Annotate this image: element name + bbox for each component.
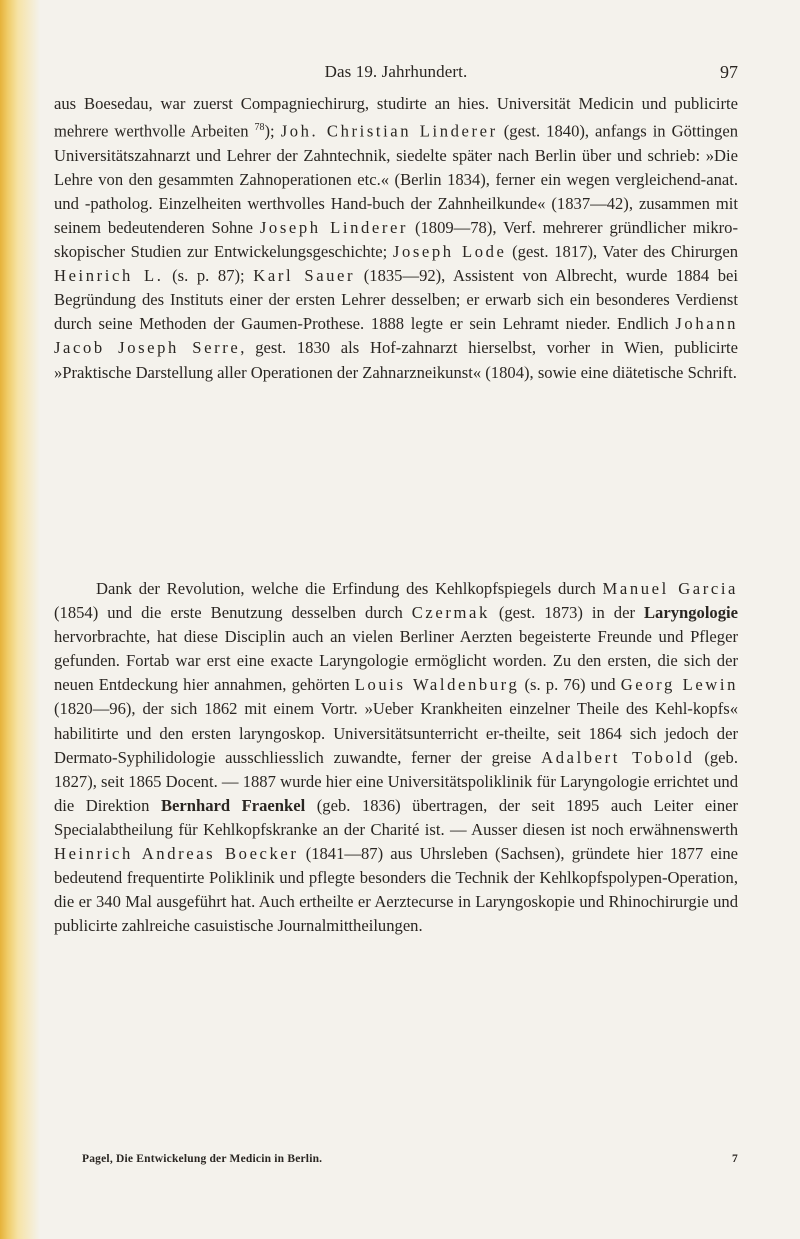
text-run: (1854) und die erste Benutzung desselben durch [54,603,412,623]
text-run: (1809—78), Verf. mehrerer gründlicher mikro-skopischer Studien zur Entwickelungsgeschichte; [54,218,738,262]
text-run: (s. p. 76) und [519,675,621,695]
text-run: aus Boesedau, war zuerst Compagniechirurg, studirte an hies. Universität Medicin und publicirte mehrere werthvolle Arbeiten [54,94,738,141]
body-paragraph-2 [54,577,738,938]
text-run: (1820—96), der sich 1862 mit einem Vortr. »Ueber Krankheiten einzelner Theile des Kehl-kopfs« habilitirte und den ersten laryngoskop. Universitätsunterricht er-theilte, seit 1864 sich jedoch der Dermato-Syphilidologie ausschliesslich zuwandte, ferner der greise [54,699,738,767]
text-run: (1835—92), Assistent von Albrecht, wurde 1884 bei Begründung des Instituts einer der ersten Lehrer desselben; er erwarb sich ein besonderes Verdienst durch seine Methoden der Gaumen-Prothese. 1888 legte er sein Lehramt nieder. Endlich [54,266,738,334]
person-name: Joseph Linderer [259,218,409,237]
footnote-reference: 78 [254,122,265,134]
person-name: Heinrich Andreas Boecker [54,844,299,864]
person-name: Joh. Christian Linderer [280,121,498,141]
person-name-bold: Bernhard Fraenkel [160,795,306,815]
text-run: (geb. 1827), seit 1865 Docent. — 1887 wurde hier eine Universitätspoliklinik für Laryngologie errichtet und die Direktion [54,747,738,815]
text-run: (s. p. 87); [163,266,254,286]
text-run: (gest. 1873) in der [489,603,644,623]
person-name: Joseph Lode [392,242,507,262]
page-number: 97 [720,62,738,82]
text-run: hervorbrachte, hat diese Disciplin auch an vielen Berliner Aerzten begeisterte Freunde und Pfleger gefunden. Fortab war erst eine exacte Laryngologie ermöglicht worden. Zu den ersten, die sich der neuen Entdeckung hier annahmen, gehörten [54,627,738,695]
person-name: Adalbert Tobold [541,747,695,767]
person-name: Manuel Garcia [602,579,739,598]
text-run: Dank der Revolution, welche die Erfindung des Kehlkopfspiegels durch [96,579,603,598]
page-footer [82,1153,738,1165]
running-header [54,62,738,86]
person-name: Karl Sauer [253,266,356,286]
text-run: (geb. 1836) übertragen, der seit 1895 auch Leiter einer Specialabtheilung für Kehlkopfskranke an der Charité ist. — Ausser diesen ist noch erwähnenswerth [54,795,739,839]
text-run: , gest. 1830 als Hof-zahnarzt hierselbst, vorher in Wien, publicirte »Praktische Darstellung aller Operationen der Zahnarzneikunst« (1804), sowie eine diätetische Schrift. [54,338,739,382]
text-run: (gest. 1817), Vater des Chirurgen [506,242,739,262]
text-run: (gest. 1840), anfangs in Göttingen Universitätszahnarzt und Lehrer der Zahntechnik, siedelte später nach Berlin über und schrieb: »Die Lehre von den gesammten Zahnoperationen etc.« (Berlin 1834), ferner ein wegen vergleichend-anat. und -patholog. Einzelheiten werthvolles Hand-buch der Zahnheilkunde« (1837—42), zusammen mit seinem bedeutenderen Sohne [54,121,738,237]
text-run: (1841—87) aus Uhrsleben (Sachsen), gründete hier 1877 eine bedeutend frequentirte Poliklinik und pflegte besonders die Technik der Kehlkopfspolypen-Operation, die er 340 Mal ausgeführt hat. Auch ertheilte er Aerztecurse in Laryngoskopie und Rhinochirurgie und publicirte zahlreiche casuistische Journalmittheilungen. [54,844,738,936]
person-name: Heinrich L. [54,266,164,286]
subject-term: Laryngologie [643,603,738,623]
body-paragraph-1 [54,92,738,385]
paragraph-text [54,92,738,385]
person-name: Louis Waldenburg [354,675,520,695]
person-name: Johann Jacob Joseph Serre [54,314,738,358]
person-name: Georg Lewin [620,675,738,695]
person-name: Czermak [411,603,490,623]
page-edge-stain [0,0,40,1239]
signature-mark: 7 [732,1153,738,1165]
text-run: ); [264,121,281,141]
running-head-title: Das 19. Jahrhundert. [324,62,468,81]
footer-imprint: Pagel, Die Entwickelung der Medicin in Berlin. [82,1153,323,1165]
paragraph-text [54,577,738,938]
